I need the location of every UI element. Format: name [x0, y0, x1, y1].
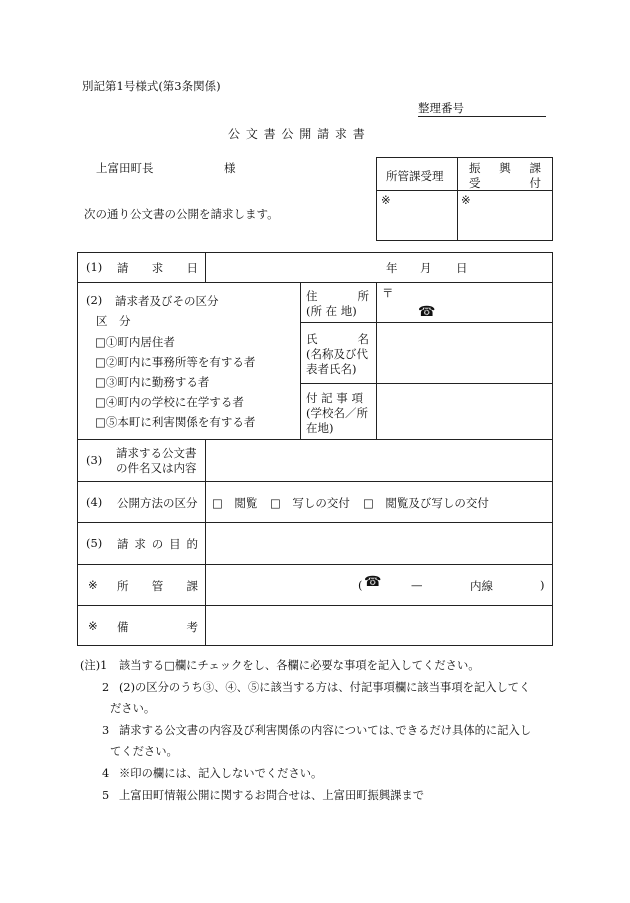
note-4-number: 4 [102, 767, 110, 780]
form-reference: 別記第1号様式(第3条関係) [82, 79, 221, 93]
note-5-number: 5 [102, 789, 110, 802]
option-resident[interactable]: □①町内居住者 [95, 335, 175, 349]
row3-number: (3) [86, 453, 103, 467]
note-3-number: 3 [102, 724, 110, 737]
request-date-label: 請 求 日 [117, 261, 198, 275]
row4-number: (4) [86, 495, 103, 509]
extra-label: 付 記 事 項 [306, 391, 363, 405]
reception-mark-1: ※ [381, 193, 391, 207]
note-2-number: 2 [102, 681, 110, 694]
note-3a: 請求する公文書の内容及び利害関係の内容については､できるだけ具体的に記入し [119, 724, 532, 737]
row2-number: (2) [86, 293, 103, 307]
date-month: 月 [420, 261, 432, 275]
shinkou-label-top: 振 興 課 [469, 161, 541, 175]
row1-number: (1) [86, 260, 103, 274]
dept-paren-open: ( [358, 578, 363, 592]
note-5: 上富田町情報公開に関するお問合せは、上富田町振興課まで [119, 789, 425, 802]
dept-receipt-label: 所管課受理 [386, 169, 444, 183]
option-worker[interactable]: □③町内に勤務する者 [95, 375, 210, 389]
seiri-number-underline [418, 116, 546, 117]
note-2b: ださい。 [110, 702, 156, 715]
note-1: 該当する□欄にチェックをし、各欄に必要な事項を記入してください。 [119, 659, 480, 672]
page-title: 公 文 書 公 開 請 求 書 [228, 127, 366, 141]
name-sub-label-1: (名称及び代 [306, 347, 368, 361]
seiri-number-label: 整理番号 [418, 101, 464, 115]
reception-mark-2: ※ [461, 193, 471, 207]
method-option-view[interactable]: □ 閲覧 [212, 496, 258, 510]
phone-icon: ☎ [418, 304, 436, 320]
option-office[interactable]: □②町内に事務所等を有する者 [95, 355, 256, 369]
dept-mark: ※ [88, 578, 98, 592]
remarks-mark: ※ [88, 619, 98, 633]
requester-label: 請求者及びその区分 [115, 294, 219, 308]
dept-phone-icon: ☎ [364, 574, 382, 590]
extra-sub-label-1: (学校名／所 [306, 406, 368, 420]
remarks-label: 備 考 [117, 620, 198, 634]
name-label: 氏 名 [306, 332, 369, 346]
extra-sub-label-2: 在地) [306, 421, 334, 435]
note-4: ※印の欄には、記入しないでください。 [119, 767, 323, 780]
name-sub-label-2: 表者氏名) [306, 362, 357, 376]
address-sub-label: (所 在 地) [306, 304, 357, 318]
option-interested[interactable]: □⑤本町に利害関係を有する者 [95, 415, 256, 429]
dept-dash: — [411, 578, 423, 592]
method-option-copy[interactable]: □ 写しの交付 [270, 496, 350, 510]
date-day: 日 [456, 261, 468, 275]
intro-text: 次の通り公文書の公開を請求します。 [84, 207, 279, 221]
note-3b: てください。 [110, 745, 178, 758]
document-label-2: の件名又は内容 [116, 461, 197, 475]
date-year: 年 [386, 261, 398, 275]
method-option-both[interactable]: □ 閲覧及び写しの交付 [363, 496, 489, 510]
note-2a: (2)の区分のうち③、④、⑤に該当する方は、付記事項欄に該当事項を記入してく [119, 681, 531, 694]
dept-label: 所 管 課 [117, 579, 198, 593]
shinkou-label-bottom: 受 付 [469, 176, 541, 190]
dept-extension-label: 内線 [470, 579, 493, 593]
row5-number: (5) [86, 536, 103, 550]
dept-paren-close: ) [540, 578, 545, 592]
method-label: 公開方法の区分 [117, 496, 198, 510]
document-label-1: 請求する公文書 [116, 446, 197, 460]
postal-mark: 〒 [382, 286, 394, 300]
purpose-label: 請 求 の 目 的 [117, 537, 198, 551]
option-student[interactable]: □④町内の学校に在学する者 [95, 395, 244, 409]
address-label: 住 所 [306, 289, 369, 303]
honorific: 様 [224, 161, 236, 175]
note-prefix: (注)1 [80, 659, 108, 672]
category-label: 区 分 [96, 314, 131, 328]
addressee: 上富田町長 [96, 161, 154, 175]
